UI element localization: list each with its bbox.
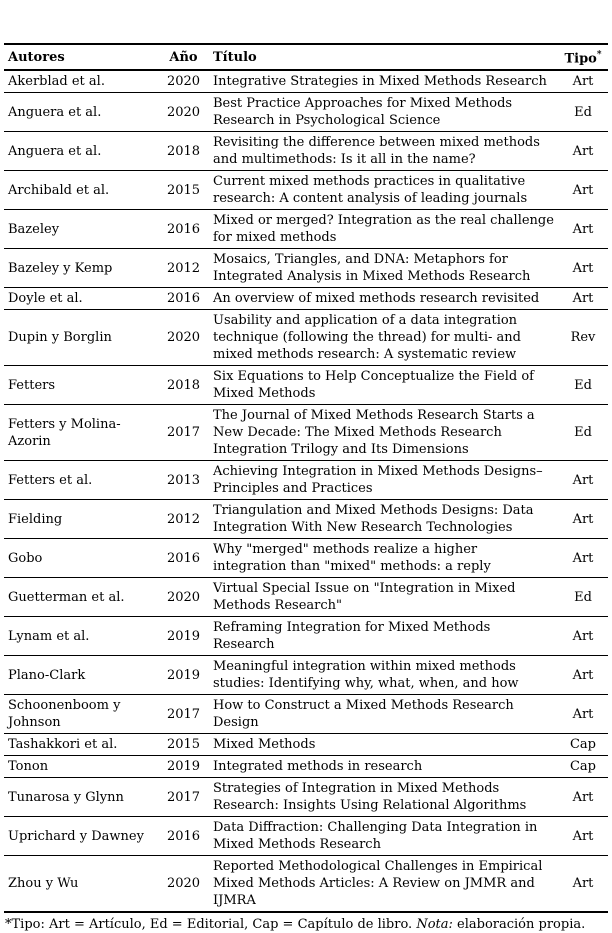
table-row (4, 656, 608, 695)
cell-tipo: Art (558, 288, 608, 310)
cell-titulo: Current mixed methods practices in qualitative research: A content analysis of leading journals (207, 171, 558, 210)
cell-titulo: Mosaics, Triangles, and DNA: Metaphors for Integrated Analysis in Mixed Methods Research (207, 249, 558, 288)
table-row (4, 405, 608, 461)
table-row (4, 539, 608, 578)
cell-tipo: Art (558, 210, 608, 249)
cell-titulo: Achieving Integration in Mixed Methods Designs–Principles and Practices (207, 461, 558, 500)
cell-tipo: Art (558, 132, 608, 171)
cell-autores: Dupin y Borglin (4, 310, 160, 366)
cell-autores: Bazeley (4, 210, 160, 249)
column-header-titulo: Título (207, 44, 558, 70)
cell-titulo: The Journal of Mixed Methods Research Starts a New Decade: The Mixed Methods Research Integration Trilogy and Its Dimensions (207, 405, 558, 461)
cell-autores: Gobo (4, 539, 160, 578)
cell-tipo: Art (572, 876, 594, 892)
cell-ano: 2020 (166, 876, 201, 892)
cell-ano: 2013 (160, 461, 207, 500)
cell-ano: 2020 (160, 578, 207, 617)
cell-tipo: Art (558, 461, 608, 500)
references-table (4, 43, 608, 913)
cell-titulo: Reframing Integration for Mixed Methods Research (207, 617, 558, 656)
cell-ano: 2019 (160, 617, 207, 656)
table-row (4, 695, 608, 734)
cell-tipo: Cap (558, 756, 608, 778)
cell-titulo: Integrated methods in research (207, 756, 558, 778)
cell-tipo: Art (558, 617, 608, 656)
cell-autores: Archibald et al. (4, 171, 160, 210)
cell-tipo: Cap (558, 734, 608, 756)
cell-ano: 2016 (160, 539, 207, 578)
tipo-asterisk: * (596, 50, 602, 60)
cell-ano: 2018 (160, 366, 207, 405)
footnote-main-text: *Tipo: Art = Artículo, Ed = Editorial, Cap = Capítulo de libro. (5, 917, 417, 933)
table-row (4, 249, 608, 288)
cell-tipo: Rev (558, 310, 608, 366)
cell-tipo: Ed (558, 405, 608, 461)
cell-titulo: Best Practice Approaches for Mixed Methods Research in Psychological Science (207, 93, 558, 132)
cell-tipo: Ed (558, 366, 608, 405)
cell-ano: 2016 (160, 817, 207, 856)
table-row (4, 817, 608, 856)
table-header (4, 44, 608, 70)
cell-ano: 2012 (160, 249, 207, 288)
cell-ano: 2012 (160, 500, 207, 539)
footnote-nota-label: Nota: (416, 917, 453, 933)
cell-ano: 2020 (160, 93, 207, 132)
cell-titulo: Six Equations to Help Conceptualize the Field of Mixed Methods (207, 366, 558, 405)
column-header-ano: Año (160, 44, 207, 70)
cell-titulo: Data Diffraction: Challenging Data Integration in Mixed Methods Research (207, 817, 558, 856)
table-row (4, 734, 608, 756)
cell-titulo: Reported Methodological Challenges in Empirical Mixed Methods Articles: A Review on JMMR and IJMRA (213, 859, 543, 909)
table-row (4, 288, 608, 310)
column-header-tipo-label: Tipo (564, 51, 597, 67)
cell-titulo: Virtual Special Issue on "Integration in Mixed Methods Research" (207, 578, 558, 617)
cell-titulo: An overview of mixed methods research revisited (207, 288, 558, 310)
cell-ano: 2015 (160, 734, 207, 756)
cell-tipo: Art (558, 500, 608, 539)
table-footnote (4, 913, 608, 933)
cell-autores: Fetters (4, 366, 160, 405)
cell-ano: 2016 (160, 288, 207, 310)
cell-titulo: Strategies of Integration in Mixed Methods Research: Insights Using Relational Algorithms (207, 778, 558, 817)
cell-autores: Uprichard y Dawney (4, 817, 160, 856)
cell-autores: Schoonenboom y Johnson (4, 695, 160, 734)
cell-autores: Tonon (4, 756, 160, 778)
cell-ano: 2019 (160, 756, 207, 778)
cell-autores: Zhou y Wu (8, 876, 79, 892)
cell-ano: 2017 (160, 405, 207, 461)
cell-tipo: Art (558, 778, 608, 817)
cell-autores: Fetters et al. (4, 461, 160, 500)
cell-autores: Anguera et al. (4, 93, 160, 132)
cell-ano: 2016 (160, 210, 207, 249)
cell-ano: 2017 (160, 695, 207, 734)
cell-ano: 2019 (160, 656, 207, 695)
column-header-autores: Autores (4, 44, 160, 70)
column-header-tipo (558, 44, 608, 70)
cell-autores: Fetters y Molina-Azorin (4, 405, 160, 461)
table-row (4, 617, 608, 656)
cell-tipo: Art (558, 249, 608, 288)
cell-autores: Tunarosa y Glynn (4, 778, 160, 817)
table-row (4, 70, 608, 93)
cell-autores: Guetterman et al. (4, 578, 160, 617)
header-row (4, 44, 608, 70)
cell-ano: 2020 (160, 310, 207, 366)
cell-titulo: Meaningful integration within mixed methods studies: Identifying why, what, when, and how (207, 656, 558, 695)
table-row (4, 210, 608, 249)
table-row (4, 778, 608, 817)
table-row (4, 171, 608, 210)
cell-autores: Bazeley y Kemp (4, 249, 160, 288)
table-row (4, 366, 608, 405)
cell-titulo: Revisiting the difference between mixed methods and multimethods: Is it all in the name? (207, 132, 558, 171)
table-row (4, 856, 608, 913)
cell-tipo: Art (558, 656, 608, 695)
cell-autores: Doyle et al. (4, 288, 160, 310)
cell-tipo: Ed (558, 93, 608, 132)
cell-tipo: Art (558, 171, 608, 210)
cell-titulo: Triangulation and Mixed Methods Designs: Data Integration With New Research Technologies (207, 500, 558, 539)
cell-ano: 2018 (160, 132, 207, 171)
cell-titulo: Why "merged" methods realize a higher integration than "mixed" methods: a reply (207, 539, 558, 578)
cell-autores: Anguera et al. (4, 132, 160, 171)
cell-titulo: Usability and application of a data integration technique (following the thread) for multi- and mixed methods research: A systematic review (207, 310, 558, 366)
cell-autores: Lynam et al. (4, 617, 160, 656)
cell-tipo: Art (558, 695, 608, 734)
table-row (4, 500, 608, 539)
table-row (4, 132, 608, 171)
footnote-nota-text: elaboración propia. (452, 917, 586, 933)
cell-autores: Tashakkori et al. (4, 734, 160, 756)
cell-autores: Fielding (4, 500, 160, 539)
cell-autores: Akerblad et al. (4, 70, 160, 93)
cell-ano: 2015 (160, 171, 207, 210)
cell-titulo: How to Construct a Mixed Methods Research Design (207, 695, 558, 734)
cell-titulo: Mixed Methods (207, 734, 558, 756)
cell-tipo: Art (558, 817, 608, 856)
cell-autores: Plano-Clark (4, 656, 160, 695)
table-body (4, 70, 608, 912)
cell-titulo: Integrative Strategies in Mixed Methods Research (207, 70, 558, 93)
table-row (4, 93, 608, 132)
cell-tipo: Ed (558, 578, 608, 617)
cell-ano: 2020 (160, 70, 207, 93)
cell-ano: 2017 (160, 778, 207, 817)
cell-tipo: Art (558, 70, 608, 93)
cell-tipo: Art (558, 539, 608, 578)
table-row (4, 578, 608, 617)
table-row (4, 461, 608, 500)
cell-titulo: Mixed or merged? Integration as the real challenge for mixed methods (207, 210, 558, 249)
table-row (4, 310, 608, 366)
table-row (4, 756, 608, 778)
